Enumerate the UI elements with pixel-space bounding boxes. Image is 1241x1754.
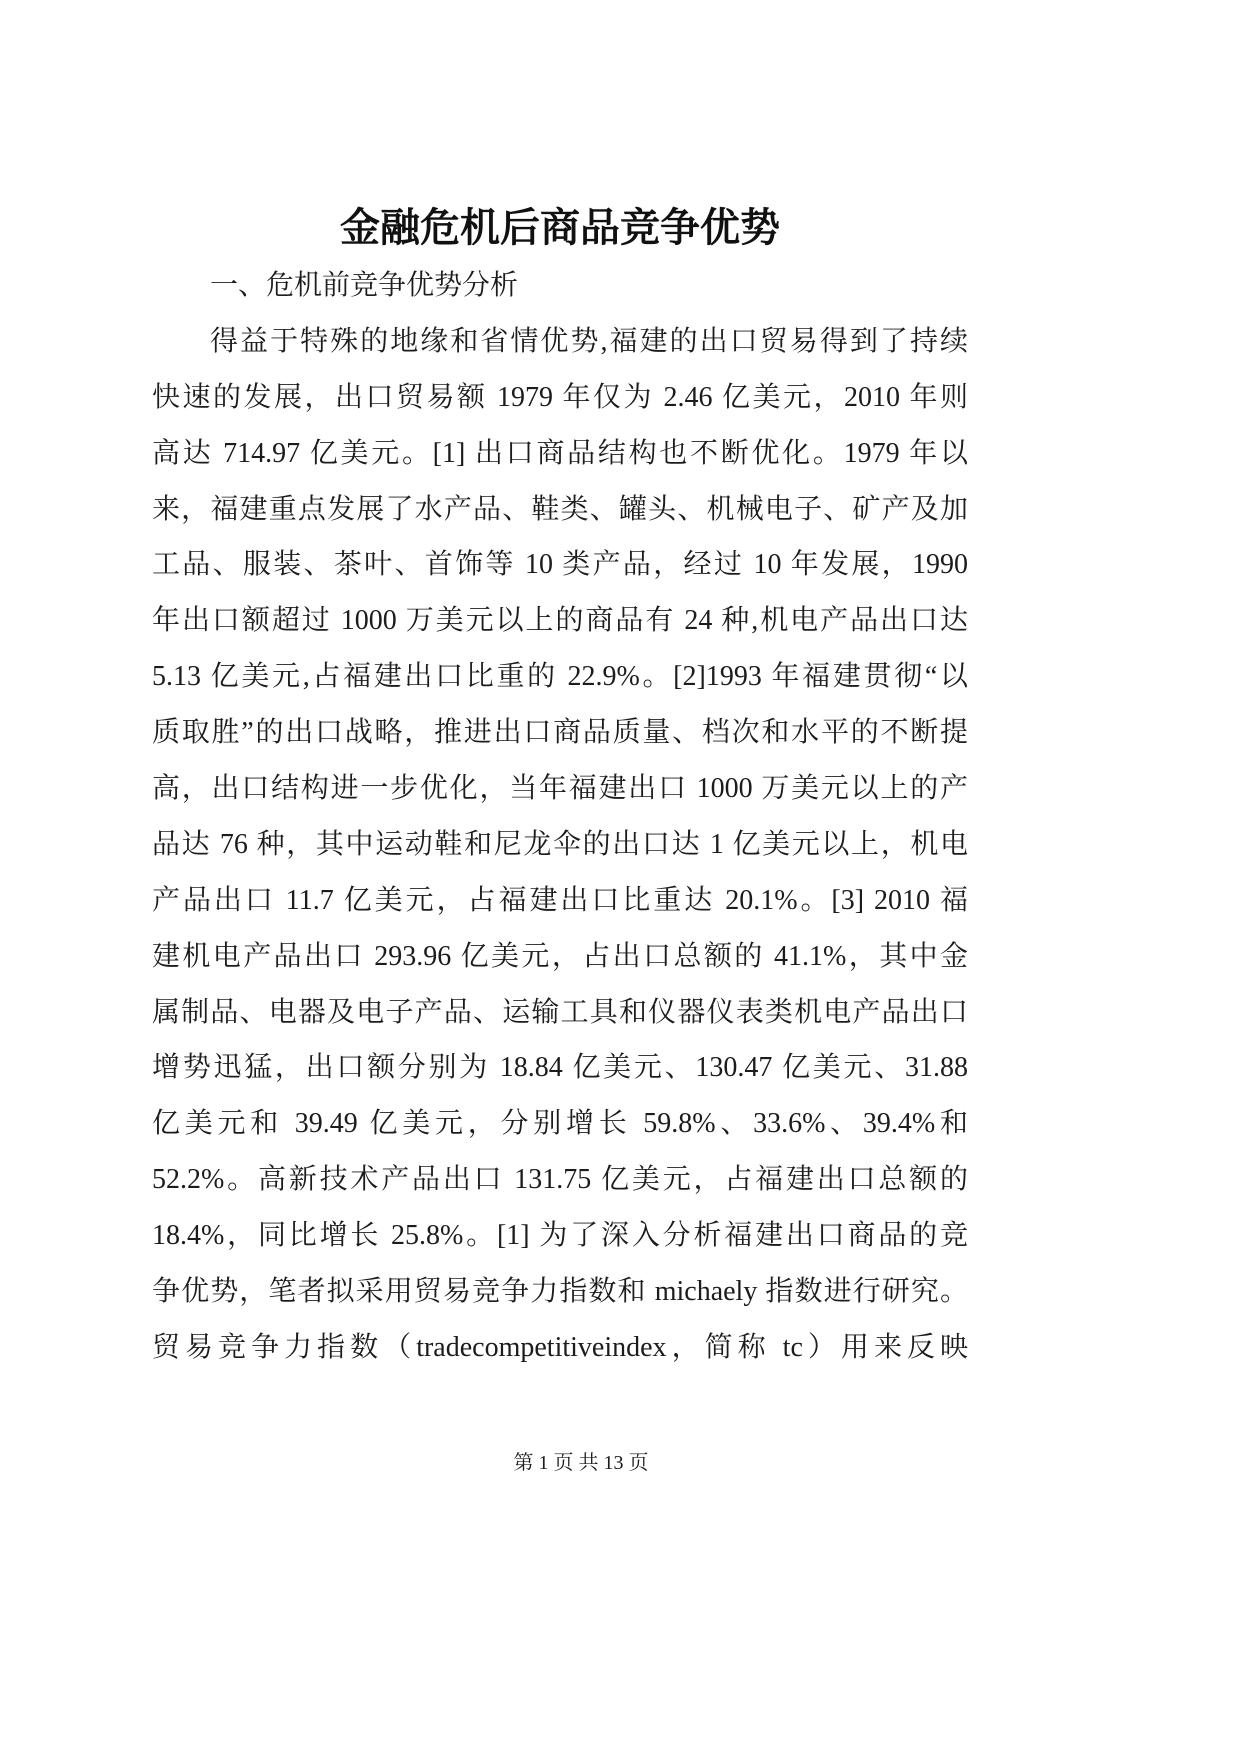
paragraph-line: 贸易竞争力指数（tradecompetitiveindex，简称 tc）用来反映 [152, 1331, 968, 1363]
paragraph-line: 增势迅猛，出口额分别为 18.84 亿美元、130.47 亿美元、31.88 [152, 1052, 968, 1084]
paragraph-line: 5.13 亿美元,占福建出口比重的 22.9%。[2]1993 年福建贯彻“以 [152, 661, 968, 693]
paragraph-line: 属制品、电器及电子产品、运输工具和仪器仪表类机电产品出口 [152, 996, 968, 1028]
paragraph-line: 得益于特殊的地缘和省情优势,福建的出口贸易得到了持续 [210, 325, 968, 357]
paragraph-line: 18.4%，同比增长 25.8%。[1] 为了深入分析福建出口商品的竞 [152, 1220, 968, 1252]
paragraph-line: 品达 76 种，其中运动鞋和尼龙伞的出口达 1 亿美元以上，机电 [152, 828, 968, 860]
paragraph-line: 建机电产品出口 293.96 亿美元，占出口总额的 41.1%，其中金 [152, 940, 968, 972]
paragraph-line: 产品出口 11.7 亿美元，占福建出口比重达 20.1%。[3] 2010 福 [152, 884, 968, 916]
paragraph-line: 争优势，笔者拟采用贸易竞争力指数和 michaely 指数进行研究。 [152, 1276, 968, 1308]
paragraph-line: 高达 714.97 亿美元。[1] 出口商品结构也不断优化。1979 年以 [152, 437, 968, 469]
paragraph-line: 年出口额超过 1000 万美元以上的商品有 24 种,机电产品出口达 [152, 605, 968, 637]
section-heading: 一、危机前竞争优势分析 [210, 270, 519, 301]
paragraph-line: 来，福建重点发展了水产品、鞋类、罐头、机械电子、矿产及加 [152, 493, 968, 525]
paragraph-line: 质取胜”的出口战略，推进出口商品质量、档次和水平的不断提 [152, 717, 968, 749]
paragraph-line: 52.2%。高新技术产品出口 131.75 亿美元，占福建出口总额的 [152, 1164, 968, 1196]
paragraph-line: 工品、服装、茶叶、首饰等 10 类产品，经过 10 年发展，1990 [152, 549, 968, 581]
document-title: 金融危机后商品竞争优势 [340, 205, 780, 250]
paragraph-line: 高，出口结构进一步优化，当年福建出口 1000 万美元以上的产 [152, 773, 968, 805]
paragraph-line: 亿美元和 39.49 亿美元，分别增长 59.8%、33.6%、39.4%和 [152, 1108, 968, 1140]
document-body [152, 258, 968, 1376]
page-number-footer: 第 1 页 共 13 页 [513, 1452, 649, 1474]
paragraph-line: 快速的发展，出口贸易额 1979 年仅为 2.46 亿美元，2010 年则 [152, 381, 968, 413]
